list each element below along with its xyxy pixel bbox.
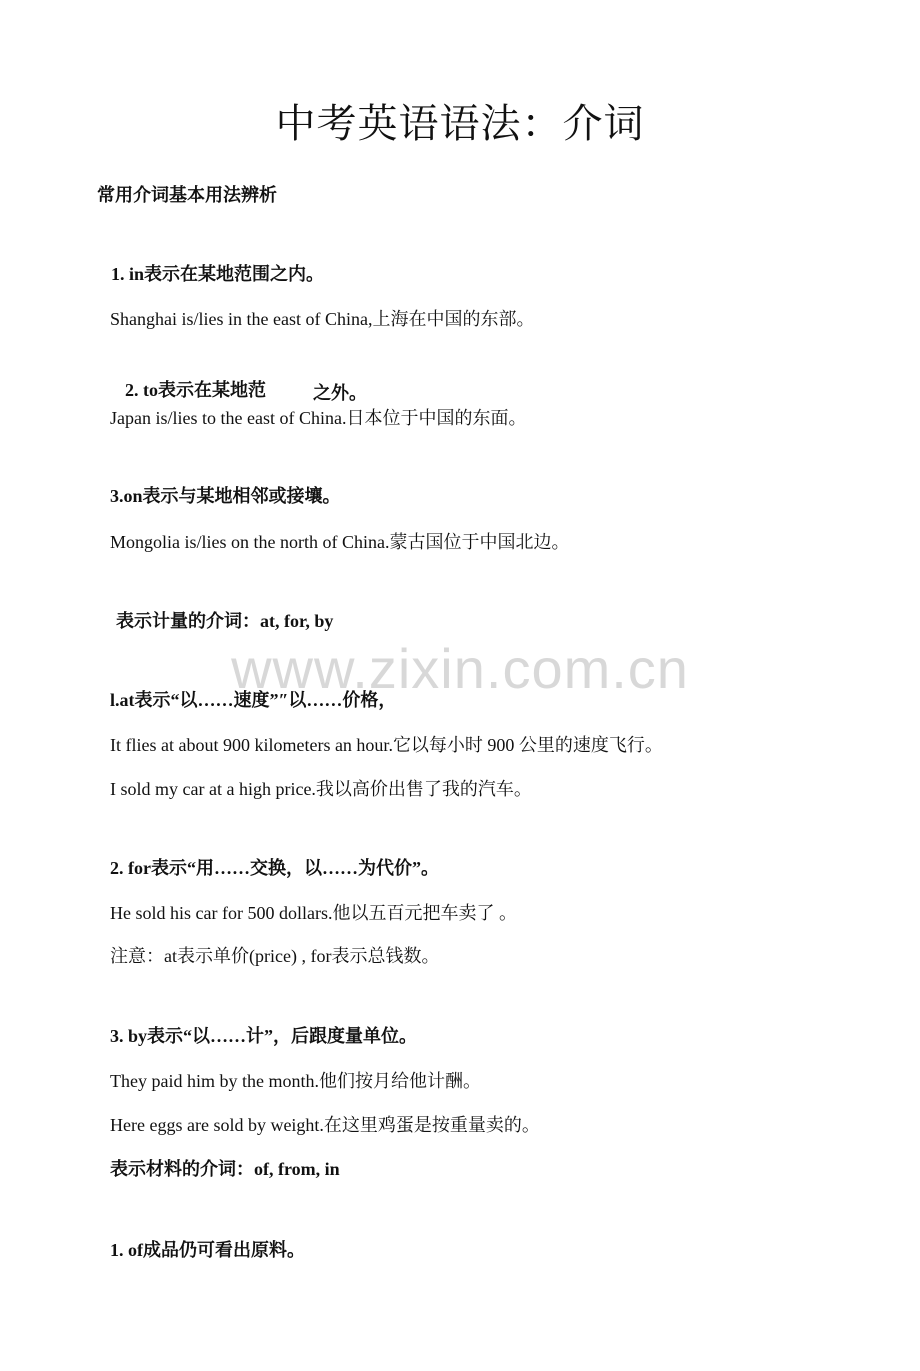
to-rule-heading: 2. to表示在某地范 [125, 380, 266, 400]
in-rule-heading: 1. in表示在某地范围之内。 [111, 264, 325, 284]
by-rule-example-2: Here eggs are sold by weight.在这里鸡蛋是按重量卖的。 [110, 1115, 540, 1135]
for-rule-heading: 2. for表示“用……交换，以……为代价”。 [110, 858, 439, 878]
to-rule-example: Japan is/lies to the east of China.日本位于中国的东面。 [110, 408, 527, 428]
price-note: 注意：at表示单价(price) , for表示总钱数。 [110, 946, 440, 966]
at-rule-example-2: I sold my car at a high price.我以高价出售了我的汽车。 [110, 779, 532, 799]
material-heading: 表示材料的介词：of, from, in [110, 1159, 340, 1179]
section-heading: 常用介词基本用法辨析 [97, 185, 277, 205]
measure-heading: 表示计量的介词：at, for, by [116, 611, 334, 631]
in-rule-example: Shanghai is/lies in the east of China,上海在中国的东部。 [110, 309, 535, 329]
of-rule-heading: 1. of成品仍可看出原料。 [110, 1240, 305, 1260]
to-rule-heading-end: 之外。 [313, 383, 367, 403]
on-rule-heading: 3.on表示与某地相邻或接壤。 [110, 486, 341, 506]
at-rule-example-1: It flies at about 900 kilometers an hour.它以每小时 900 公里的速度飞行。 [110, 735, 663, 755]
watermark: www.zixin.com.cn [231, 637, 689, 700]
at-rule-heading: l.at表示“以……速度”″以……价格， [110, 690, 397, 710]
by-rule-example-1: They paid him by the month.他们按月给他计酬。 [110, 1071, 481, 1091]
for-rule-example: He sold his car for 500 dollars.他以五百元把车卖了 。 [110, 903, 517, 923]
by-rule-heading: 3. by表示“以……计”，后跟度量单位。 [110, 1026, 418, 1046]
on-rule-example: Mongolia is/lies on the north of China.蒙古国位于中国北边。 [110, 532, 570, 552]
page-title: 中考英语语法：介词 [275, 101, 645, 146]
